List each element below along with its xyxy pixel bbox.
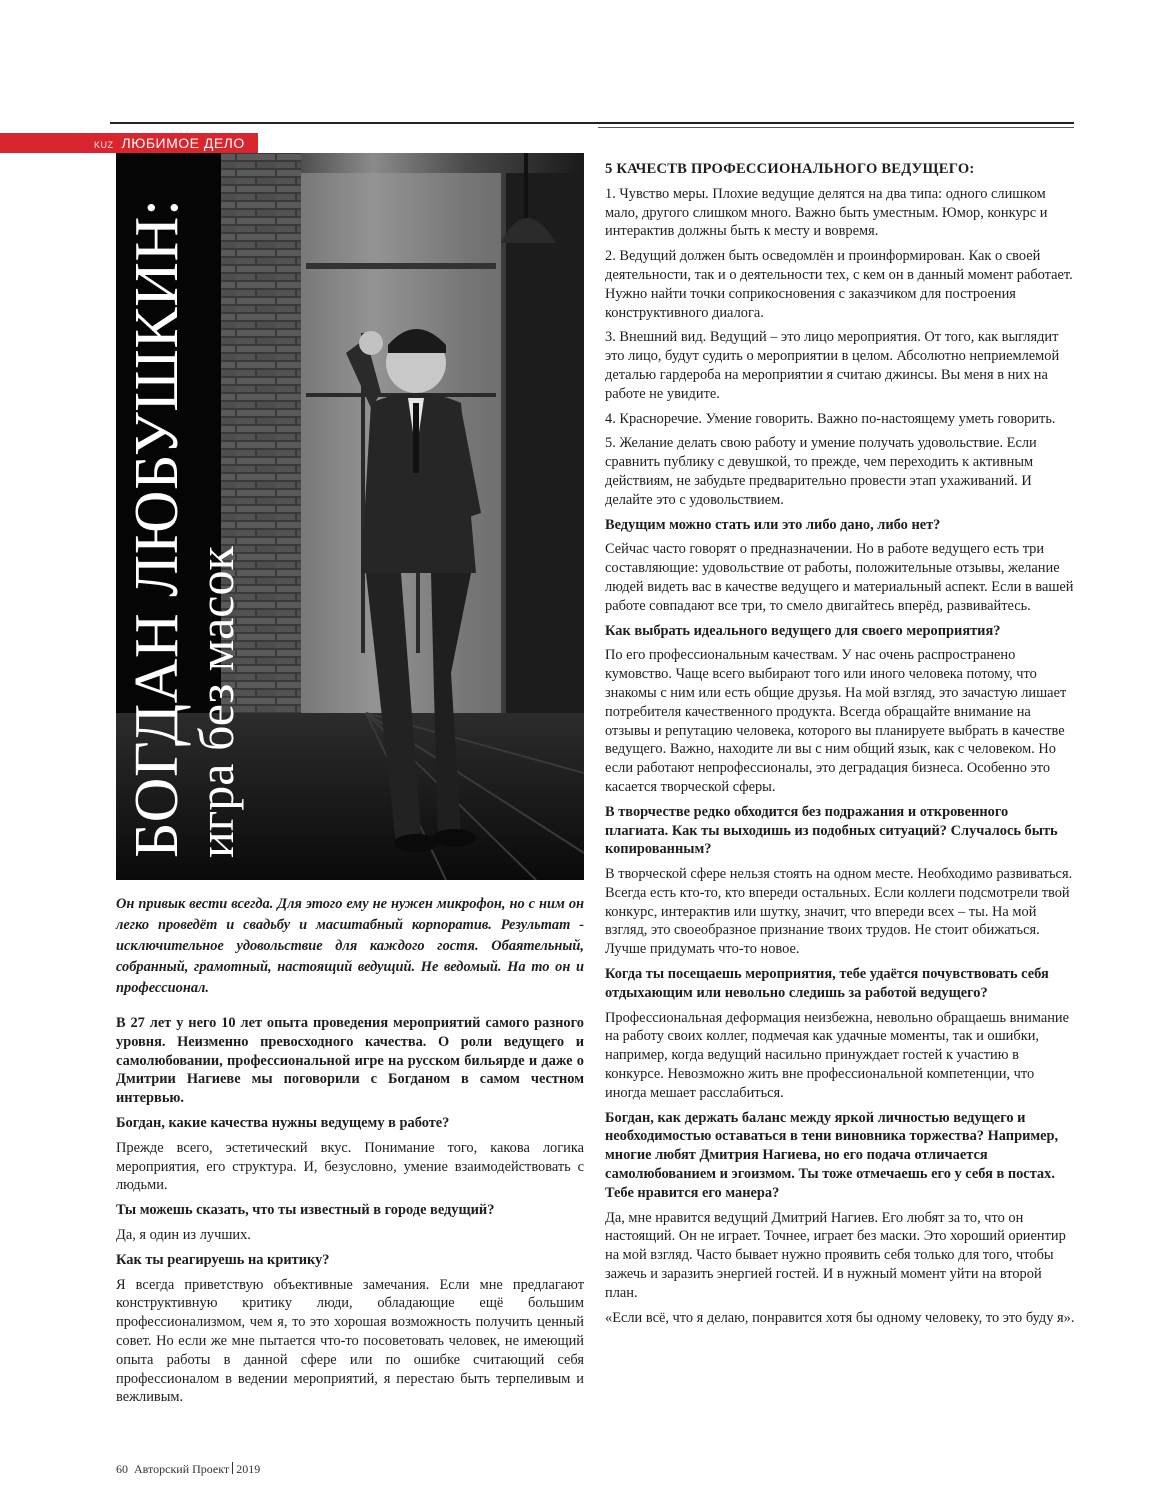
question: В творчестве редко обходится без подражания и откровенного плагиата. Как ты выходишь из подобных ситуаций? Случалось быть копированным? xyxy=(605,803,1058,858)
quality-item: 4. Красноречие. Умение говорить. Важно по-настоящему уметь говорить. xyxy=(605,410,1056,427)
issue-year: 2019 xyxy=(236,1462,261,1476)
page-number: 60 xyxy=(116,1462,128,1476)
footer-separator xyxy=(232,1462,233,1474)
intro-paragraph: Он привык вести всегда. Для этого ему не нужен микрофон, но с ним он легко проведёт и свадьбу и масштабный корпоратив. Результат - исключительное удовольствие для каждого гостя. Обаятельный, собранный, грамотный, настоящий ведущий. Не ведомый. На то он и профессионал. xyxy=(116,896,584,996)
answer: По его профессиональным качествам. У нас очень распространено кумовство. Чаще всего выбирают того или иного человека потому, что знакомы с ним или есть общие друзья. На мой взгляд, это зачастую лишает потребителя качественного продукта. Всегда обращайте внимание на отзывы и репутацию человека, которого вы планируете выбрать в качестве ведущего. Важно, находите ли вы с ним общий язык, как с человеком. Но если работают непрофессионалы, это деградация бизнеса. Особенно это касается творческой сферы. xyxy=(605,647,1067,795)
question: Как ты реагируешь на критику? xyxy=(116,1251,330,1268)
right-column xyxy=(605,160,1075,1333)
answer: Да, мне нравится ведущий Дмитрий Нагиев. Его любят за то, что он настоящий. Он не играет. Точнее, играет без маски. Это хороший ориентир на мой взгляд. Часто бывает нужно проявить себя только для того, чтобы зажечь и заразить энергией гостей. И в нужный момент уйти на второй план. xyxy=(605,1209,1066,1301)
article-subtitle: игра без масок xyxy=(188,546,244,858)
site-tag: KUZ xyxy=(94,140,114,150)
question: Как выбрать идеального ведущего для своего мероприятия? xyxy=(605,622,1001,639)
page-footer xyxy=(116,1462,260,1477)
answer: В творческой сфере нельзя стоять на одном месте. Необходимо развиваться. Всегда есть кто-то, кто впереди остальных. Если коллеги подсмотрели твой конкурс, интерактив или шутку, значит, что впереди всех – ты. На мой взгляд, это своеобразное признание твоих трудов. Не стоит обижаться. Лучше придумать что-то новое. xyxy=(605,866,1073,958)
left-column xyxy=(116,1014,584,1413)
closing-quote: «Если всё, что я делаю, понравится хотя бы одному человеку, то это буду я». xyxy=(605,1309,1075,1326)
top-rule xyxy=(110,122,1074,124)
question: Ты можешь сказать, что ты известный в городе ведущий? xyxy=(116,1202,495,1219)
qualities-heading: 5 КАЧЕСТВ ПРОФЕССИОНАЛЬНОГО ВЕДУЩЕГО: xyxy=(605,161,975,177)
article-title: БОГДАН ЛЮБУШКИН: xyxy=(123,198,191,858)
answer: Я всегда приветствую объективные замечания. Если мне предлагают конструктивную критику люди, обладающие ещё большим профессионализмом, чем я, то это хорошая возможность получить ценный совет. Но если же мне пытается что-то посоветовать человек, не имеющий опыта работы в данной сфере или по ошибке считающий себя профессионалом в ведении мероприятий, я перестаю быть терпеливым и вежливым. xyxy=(116,1276,584,1406)
answer: Профессиональная деформация неизбежна, невольно обращаешь внимание на работу своих коллег, подмечая как удачные моменты, так и ошибки, например, когда ведущий насильно принуждает гостей к участию в конкурсе. Невозможно жить вне профессиональной компетенции, что иногда мешает расслабиться. xyxy=(605,1009,1070,1101)
question: Когда ты посещаешь мероприятия, тебе удаётся почувствовать себя отдыхающим или невольно следишь за работой ведущего? xyxy=(605,966,1049,1001)
section-tab xyxy=(0,133,258,153)
question: Богдан, как держать баланс между яркой личностью ведущего и необходимостью оставаться в тени виновника торжества? Например, многие любят Дмитрия Нагиева, но его подача отличается самолюбованием и эгоизмом. Ты тоже отмечаешь его у себя в постах. Тебе нравится его манера? xyxy=(605,1109,1059,1201)
question: Ведущим можно стать или это либо дано, либо нет? xyxy=(605,516,941,533)
section-label: ЛЮБИМОЕ ДЕЛО xyxy=(121,135,245,151)
vertical-title xyxy=(116,153,296,880)
answer: Сейчас часто говорят о предназначении. Но в работе ведущего есть три составляющие: удовольствие от работы, положительные отзывы, желание людей видеть вас в качестве ведущего и материальный аспект. Если в вашей работе совпадают все три, то смело двигайтесь вперёд, развивайтесь. xyxy=(605,541,1074,614)
quality-item: 3. Внешний вид. Ведущий – это лицо мероприятия. От того, как выглядит это лицо, будут судить о мероприятии в целом. Абсолютно неприемлемой деталью гардероба на мероприятии я считаю джинсы. Вы меня в них на работе не увидите. xyxy=(605,329,1060,402)
question: Богдан, какие качества нужны ведущему в работе? xyxy=(116,1114,450,1131)
quality-item: 5. Желание делать свою работу и умение получать удовольствие. Если сравнить публику с девушкой, то прежде, чем переходить к активным действиям, не забудьте предварительно провести этап ухаживаний. И делайте это с удовольствием. xyxy=(605,435,1037,508)
quality-item: 1. Чувство меры. Плохие ведущие делятся на два типа: одного слишком мало, другого слишком много. Важно быть уместным. Юмор, конкурс и интерактив должны быть к месту и вовремя. xyxy=(605,185,1048,240)
answer: Да, я один из лучших. xyxy=(116,1226,251,1243)
top-rule-thin xyxy=(598,127,1074,128)
quality-item: 2. Ведущий должен быть осведомлён и проинформирован. Как о своей деятельности, так и о деятельности тех, с кем он в данный момент работает. Нужно найти точки соприкосновения с заказчиком для построения конструктивного диалога. xyxy=(605,248,1073,321)
answer: Прежде всего, эстетический вкус. Понимание того, какова логика мероприятия, его структура. И, безусловно, умение взаимодействовать с людьми. xyxy=(116,1139,584,1194)
lead-paragraph: В 27 лет у него 10 лет опыта проведения мероприятий самого разного уровня. Неизменно превосходного качества. О роли ведущего и самолюбовании, профессиональной игре на русском бильярде и даже о Дмитрии Нагиеве мы поговорили с Богданом в самом честном интервью. xyxy=(116,1015,584,1107)
magazine-name: Авторский Проект xyxy=(134,1462,230,1476)
